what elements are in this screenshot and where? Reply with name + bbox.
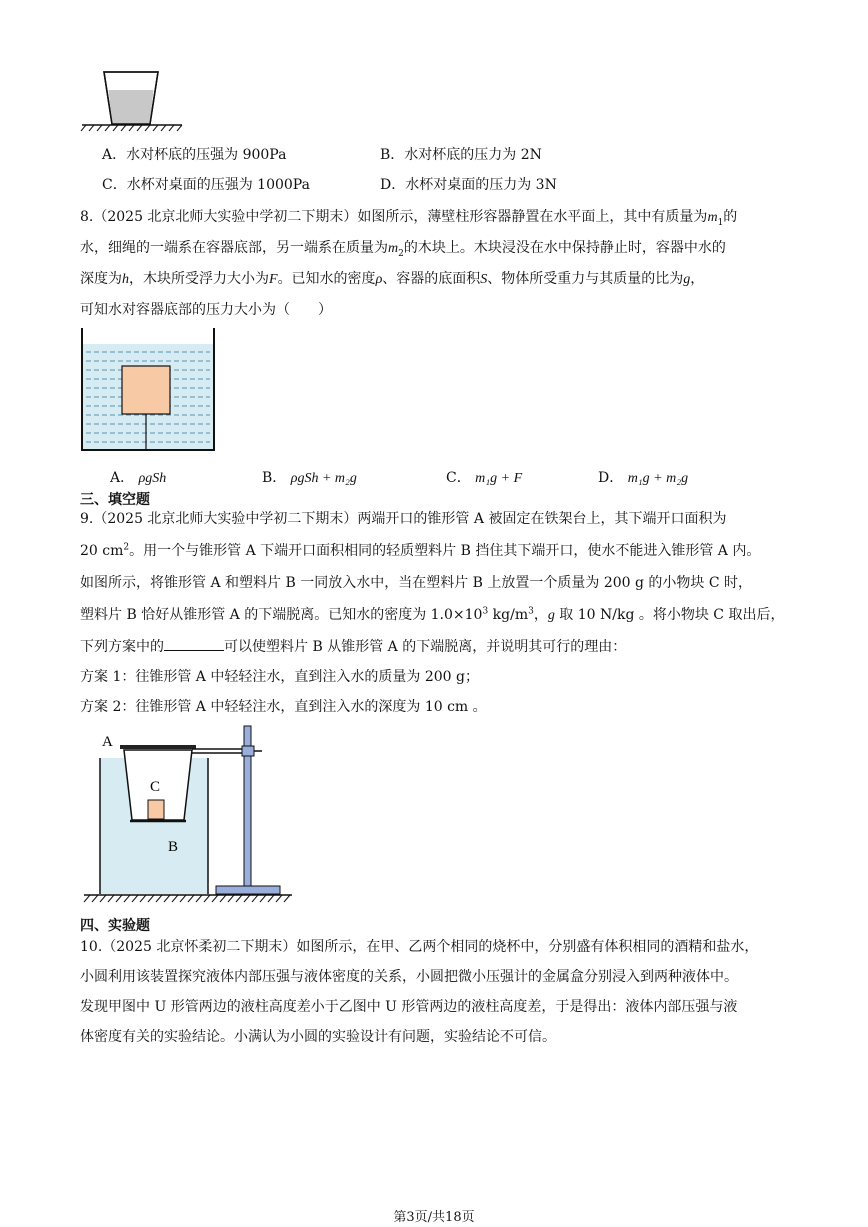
ground-hatch-line — [268, 895, 274, 902]
ground-hatch-line — [284, 895, 290, 902]
ground-hatch-line — [220, 895, 226, 902]
q9-line-3: 如图所示，将锥形管 A 和塑料片 B 一同放入水中，当在塑料片 B 上放置一个质量为 200 g 的小物块 C 时， — [80, 575, 753, 591]
q10-line-1: 10.（2025 北京怀柔初二下期末）如图所示，在甲、乙两个相同的烧杯中，分别盛有体积相同的酒精和盐水， — [80, 939, 759, 955]
ground-hatch-line — [164, 895, 170, 902]
q10-line-4: 体密度有关的实验结论。小满认为小圆的实验设计有问题，实验结论不可信。 — [80, 1029, 556, 1045]
ground-hatch-line — [172, 895, 178, 902]
ground-hatch-line — [188, 895, 194, 902]
q9-line-1: 9.（2025 北京北师大实验中学初二下期末）两端开口的锥形管 A 被固定在铁架台上，其下端开口面积为 — [80, 511, 727, 527]
ground-hatch-line — [236, 895, 242, 902]
q10-line-2: 小圆利用该装置探究液体内部压强与液体密度的关系，小圆把微小压强计的金属盒分别浸入到两种液体中。 — [80, 969, 738, 985]
ground-hatch-line — [228, 895, 234, 902]
q8-option-b: B． ρgSh + m₂g — [262, 470, 357, 486]
q9-line-5: 下列方案中的 可以使塑料片 B 从锥形管 A 的下端脱离，并说明其可行的理由： — [80, 639, 627, 655]
q8-option-d: D． m₁g + m₂g — [598, 470, 689, 486]
ground-hatch-line — [260, 895, 266, 902]
ground-hatch-line — [116, 895, 122, 902]
ground-hatch-line — [196, 895, 202, 902]
ground-hatch-line — [276, 895, 282, 902]
q8-stem-line-4: 可知水对容器底部的压力大小为（ ） — [80, 302, 332, 318]
ground-hatch-line — [100, 895, 106, 902]
ground-hatch-line — [204, 895, 210, 902]
ground-hatch-line — [108, 895, 114, 902]
q9-line-4: 塑料片 B 恰好从锥形管 A 的下端脱离。已知水的密度为 $1.0\times 10^3$ $kg/m^3$，g 取 10 N/kg 。将小物块 C 取出后， — [80, 606, 785, 623]
ground-hatch-line — [252, 895, 258, 902]
label-a: A — [102, 734, 113, 750]
ground-hatch-line — [156, 895, 162, 902]
ground-hatch-line — [244, 895, 250, 902]
label-b: B — [168, 839, 179, 855]
section-4-title: 四、实验题 — [80, 918, 150, 934]
cone-tube-stand-figure — [80, 724, 300, 914]
q8-stem-line-1: 8.（2025 北京北师大实验中学初二下期末）如图所示，薄壁柱形容器静置在水平面上，其中有质量为$m_1$的 — [80, 209, 738, 228]
ground-hatch-line — [84, 895, 90, 902]
q7-option-d: D．水杯对桌面的压力为 3N — [380, 177, 557, 193]
q9-plan-2: 方案 2：往锥形管 A 中轻轻注水，直到注入水的深度为 10 cm 。 — [80, 699, 487, 715]
ground-hatch-line — [92, 895, 98, 902]
ground-hatch-line — [148, 895, 154, 902]
q8-stem-line-2: 水，细绳的一端系在容器底部，另一端系在质量为$m_2$的木块上。木块浸没在水中保持静止时，容器中水的 — [80, 240, 726, 259]
q7-option-c: C．水杯对桌面的压强为 1000Pa — [102, 177, 310, 193]
q10-line-3: 发现甲图中 U 形管两边的液柱高度差小于乙图中 U 形管两边的液柱高度差，于是得出：液体内部压强与液 — [80, 999, 738, 1015]
q8-option-c: C． m₁g + F — [446, 470, 523, 486]
section-3-title: 三、填空题 — [80, 492, 150, 508]
cup-figure — [78, 64, 188, 134]
q9-answer-blank[interactable] — [164, 638, 224, 651]
label-c: C — [150, 779, 161, 795]
q9-plan-1: 方案 1：往锥形管 A 中轻轻注水，直到注入水的质量为 200 g； — [80, 669, 479, 685]
q9-line-2: 20 $cm^2$。用一个与锥形管 A 下端开口面积相同的轻质塑料片 B 挡住其下端开口，使水不能进入锥形管 A 内。 — [80, 542, 761, 559]
container-block-figure — [80, 326, 220, 456]
ground-hatch-line — [212, 895, 218, 902]
q7-option-a: A．水对杯底的压强为 900Pa — [102, 147, 287, 163]
q8-stem-line-3: 深度为h，木块所受浮力大小为F。已知水的密度ρ、容器的底面积S、物体所受重力与其质量的比为g， — [80, 271, 705, 287]
ground-hatch-line — [124, 895, 130, 902]
page-number: 第3页/共18页 — [393, 1210, 475, 1225]
q7-option-b: B．水对杯底的压力为 2N — [380, 147, 542, 163]
ground-hatch-line — [140, 895, 146, 902]
ground-hatch-line — [180, 895, 186, 902]
ground-hatch-line — [132, 895, 138, 902]
q8-option-a: A． ρgSh — [110, 470, 167, 486]
